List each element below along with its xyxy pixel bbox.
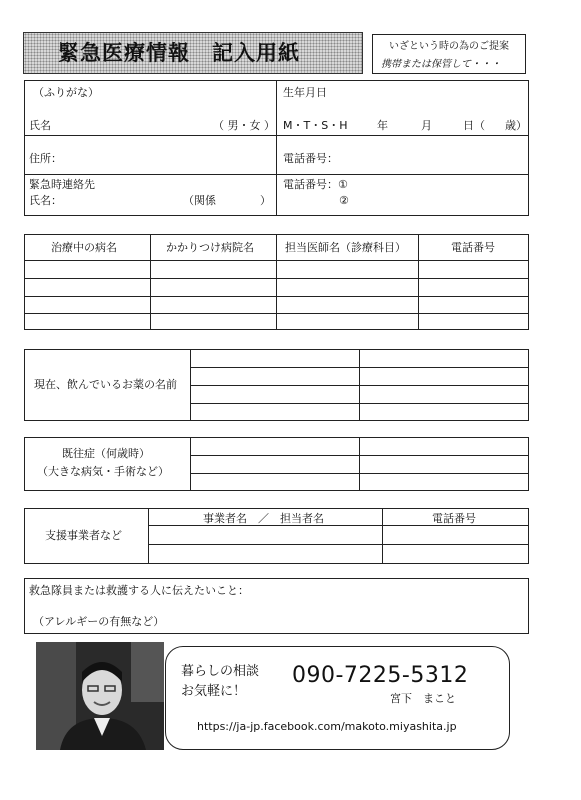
history-row-1 (190, 455, 529, 456)
gender-field[interactable]: （ 男・女 ） (213, 119, 275, 132)
furigana-label: （ふりがな） (33, 86, 99, 99)
history-col-1 (190, 437, 191, 491)
ad-url-link[interactable]: https://ja-jp.facebook.com/makoto.miyashita.jp (197, 720, 457, 733)
message-line2: （アレルギーの有無など） (33, 615, 165, 628)
history-label-2: （大きな病気・手術など） (37, 465, 169, 478)
ad-phone[interactable]: 090-7225-5312 (292, 663, 469, 688)
page-title: 緊急医療情報 記入用紙 (58, 41, 300, 65)
medical-row-3 (24, 296, 529, 297)
personal-divider-1 (24, 135, 529, 136)
personal-divider-2 (24, 174, 529, 175)
month-label: 月 (421, 119, 432, 132)
medical-header-phone: 電話番号 (451, 241, 495, 254)
message-line1: 救急隊員または救護する人に伝えたいこと： (29, 584, 249, 597)
profile-photo (36, 642, 164, 750)
medical-row-2 (24, 278, 529, 279)
medical-header-doctor: 担当医師名（診療科目） (285, 241, 406, 254)
medical-header-disease: 治療中の病名 (51, 241, 117, 254)
year-label: 年 (377, 119, 388, 132)
emergency-phone-label: 電話番号：① (283, 178, 348, 191)
medical-col-3 (418, 234, 419, 330)
support-label: 支援事業者など (45, 529, 122, 542)
phone-label: 電話番号： (283, 152, 338, 165)
birth-label: 生年月日 (283, 86, 327, 99)
history-row-2 (190, 473, 529, 474)
support-col-2 (382, 508, 383, 564)
personal-divider-vertical (276, 80, 277, 216)
medicine-label: 現在、飲んでいるお薬の名前 (34, 378, 177, 391)
emergency-name-label: 氏名： (29, 194, 62, 207)
support-header-phone: 電話番号 (432, 512, 476, 525)
history-label-1: 既往症（何歳時） (62, 447, 150, 460)
history-col-2 (359, 437, 360, 491)
name-label: 氏名 (29, 119, 51, 132)
medicine-row-3 (190, 403, 529, 404)
medical-col-1 (150, 234, 151, 330)
emergency-phone2-label: ② (339, 194, 349, 207)
ad-line2: お気軽に！ (181, 684, 247, 699)
support-header-business: 事業者名 ／ 担当者名 (203, 512, 324, 525)
medical-col-2 (276, 234, 277, 330)
medical-row-4 (24, 313, 529, 314)
medical-header-hospital: かかりつけ病院名 (166, 241, 254, 254)
history-box (24, 437, 529, 491)
era-field[interactable]: M・T・S・H (283, 119, 348, 132)
address-label: 住所： (29, 152, 62, 165)
header-note-line1: いざという時の為のご提案 (389, 41, 509, 52)
ad-line1: 暮らしの相談 (181, 664, 260, 679)
ad-name: 宮下 まこと (390, 692, 456, 705)
medicine-row-1 (190, 367, 529, 368)
relation-label: （関係 ） (183, 194, 271, 207)
support-row-1 (148, 525, 529, 526)
support-col-1 (148, 508, 149, 564)
medical-row-1 (24, 260, 529, 261)
header-note-line2: 携帯または保管して・・・ (381, 59, 501, 70)
person-photo-icon (36, 642, 164, 750)
day-label: 日（ (463, 119, 485, 132)
age-label: 歳） (505, 119, 527, 132)
emergency-contact-label: 緊急時連絡先 (29, 178, 95, 191)
support-row-2 (148, 544, 529, 545)
medicine-row-2 (190, 385, 529, 386)
